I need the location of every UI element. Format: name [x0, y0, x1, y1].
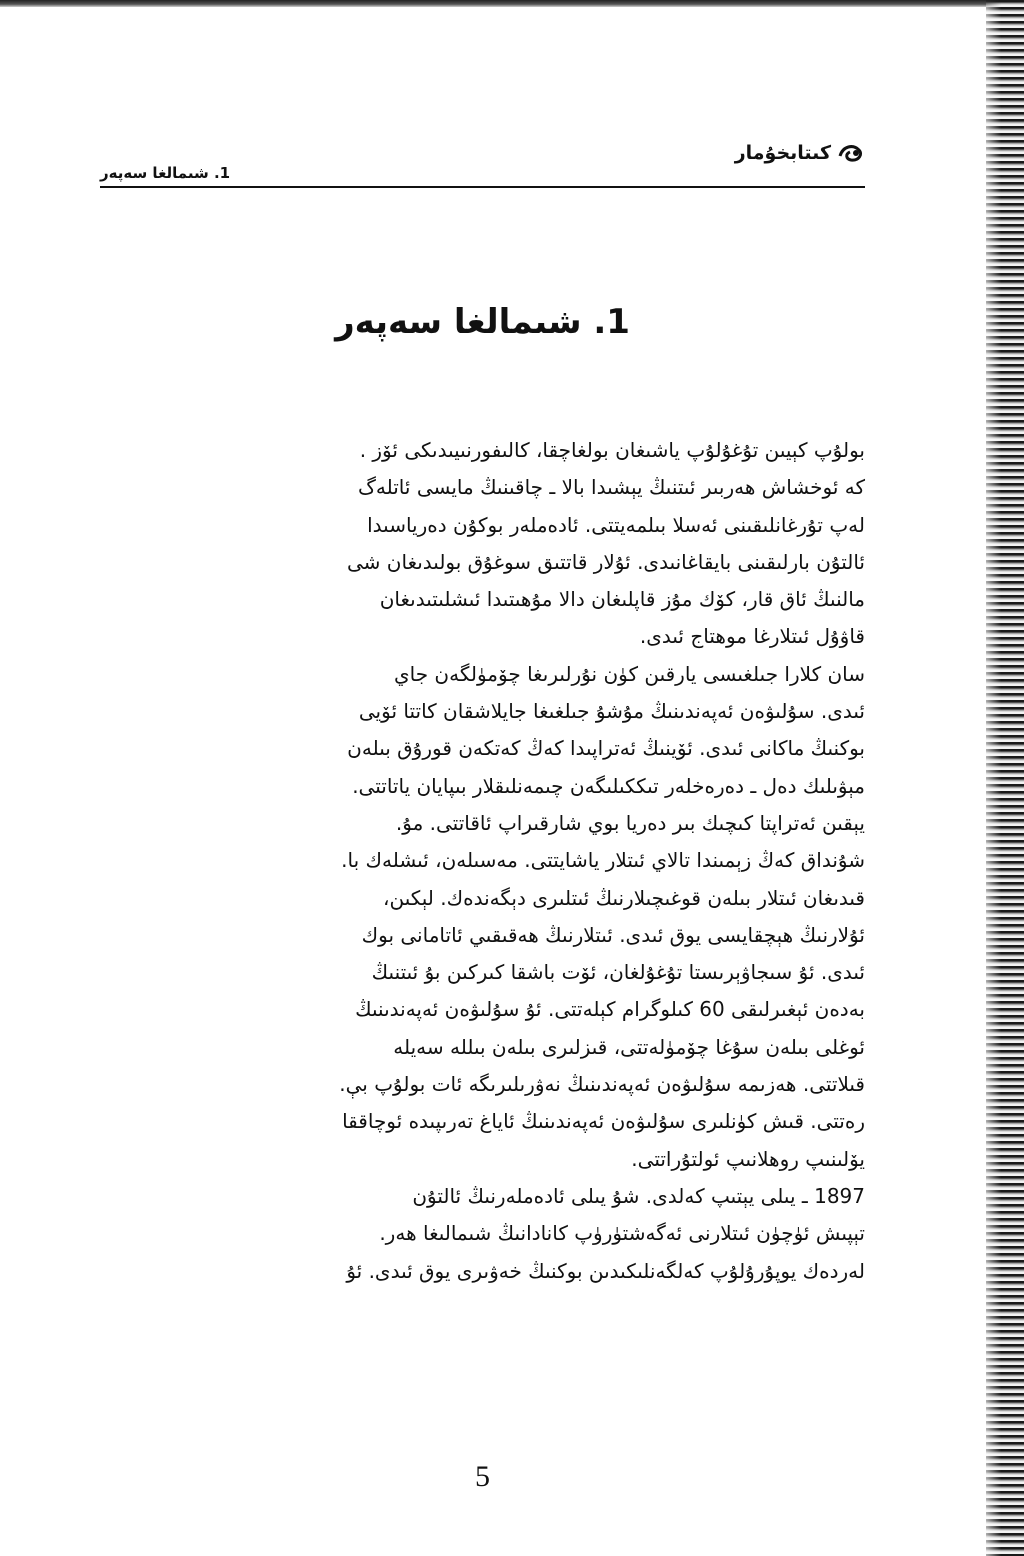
text-line: ئۇلارنىڭ ھېچقايسى يوق ئىدى. ئىتلارنىڭ ھەقىقىي ئاتامانى بوك: [361, 922, 865, 947]
text-line: 1897 ـ يىلى يېتىپ كەلدى. شۇ يىلى ئادەملەرنىڭ ئالتۇن: [412, 1183, 865, 1208]
text-line: يېقىن ئەتراپتا كىچىك بىر دەريا بوي شارقىراپ ئاقاتتى. مۇ.: [395, 810, 865, 835]
text-line: لەپ تۇرغانلىقىنى ئەسلا بىلمەيتتى. ئادەملەر بوكۇن دەرياسىدا: [367, 512, 865, 537]
text-line: ئىدى. سۇلىۋەن ئەپەندىنىڭ مۇشۇ جىلغىغا جايلاشقان كاتتا ئۆيى: [358, 699, 865, 724]
text-line: قىلاتتى. ھەزىمە سۇلىۋەن ئەپەندىنىڭ نەۋرىلىرىگە ئات بولۇپ بې.: [339, 1072, 865, 1097]
body-text: [100, 432, 865, 1290]
text-line: شۇنداق كەڭ زېمىندا تالاي ئىتلار ياشايتتى. مەسىلەن، ئىشلەك با.: [341, 848, 865, 873]
text-line: ئىدى. ئۇ سىجاۋېرىستا تۇغۇلغان، ئۆت باشقا كىركىن بۇ ئىتنىڭ: [371, 960, 865, 985]
text-line: قىدىغان ئىتلار بىلەن قوغىچىلارنىڭ ئىتلىرى دېگەندەك. لېكىن،: [383, 885, 865, 910]
text-line: تېپىش ئۈچۈن ئىتلارنى ئەگەشتۈرۈپ كانادانىڭ شىمالىغا ھەر.: [379, 1221, 865, 1246]
running-title: 1. شىمالغا سەپەر: [100, 164, 231, 182]
text-line: بولۇپ كېيىن تۇغۇلۇپ ياشىغان بولغاچقا، كالىفورنىيىدىكى ئۆز .: [359, 438, 865, 462]
publisher-logo-icon: [837, 142, 865, 164]
text-line: قاۋۇل ئىتلارغا موھتاج ئىدى.: [639, 624, 865, 649]
text-line: مېۋىلىك دەل ـ دەرەخلەر تىككىلىگەن چىمەنلىقلار بىپايان ياتاتتى.: [352, 773, 865, 798]
text-line: كە ئوخشاش ھەربىر ئىتنىڭ يېشىدا بالا ـ چاقىنىڭ مايسى ئاتلەگ: [358, 475, 865, 500]
book-spine-edge: [986, 0, 1024, 1556]
text-line: سان كلارا جىلغىسى يارقىن كۈن نۇرلىرىغا چۆمۈلگەن جاي: [393, 661, 865, 686]
text-line: بوكنىڭ ماكانى ئىدى. ئۆينىڭ ئەتراپىدا كەڭ كەتكەن قورۇق بىلەن: [347, 736, 865, 761]
publisher-name: كىتابخۇمار: [734, 142, 831, 164]
text-line: لەردەك يوپۇرۇلۇپ كەلگەنلىكىدىن بوكنىڭ خەۋىرى يوق ئىدى. ئۇ: [346, 1258, 865, 1283]
text-line: ئوغلى بىلەن سۇغا چۆمۈلەتتى، قىزلىرى بىلەن بىللە سەيلە: [393, 1034, 865, 1059]
page-header: [100, 142, 865, 188]
text-line: مالنىڭ ئاق قار، كۆك مۇز قاپلىغان دالا مۇھىتىدا ئىشلىتىدىغان: [379, 587, 865, 612]
text-line: يۆلىنىپ روھلانىپ ئولتۇراتتى.: [631, 1146, 865, 1171]
page-number: 5: [475, 1460, 490, 1493]
text-line: رەتتى. قىش كۈنلىرى سۇلىۋەن ئەپەندىنىڭ ئاياغ تەرىپىدە ئوچاققا: [342, 1109, 865, 1134]
publisher-mark: [735, 142, 865, 164]
header-rule: [100, 186, 865, 188]
chapter-title: 1. شىمالغا سەپەر: [335, 302, 630, 342]
text-line: ئالتۇن بارلىقىنى بايقاغانىدى. ئۇلار قاتتىق سوغۇق بولىدىغان شى: [347, 549, 865, 574]
text-line: بەدەن ئېغىرلىقى 60 كىلوگرام كېلەتتى. ئۇ سۇلىۋەن ئەپەندىنىڭ: [355, 997, 865, 1022]
